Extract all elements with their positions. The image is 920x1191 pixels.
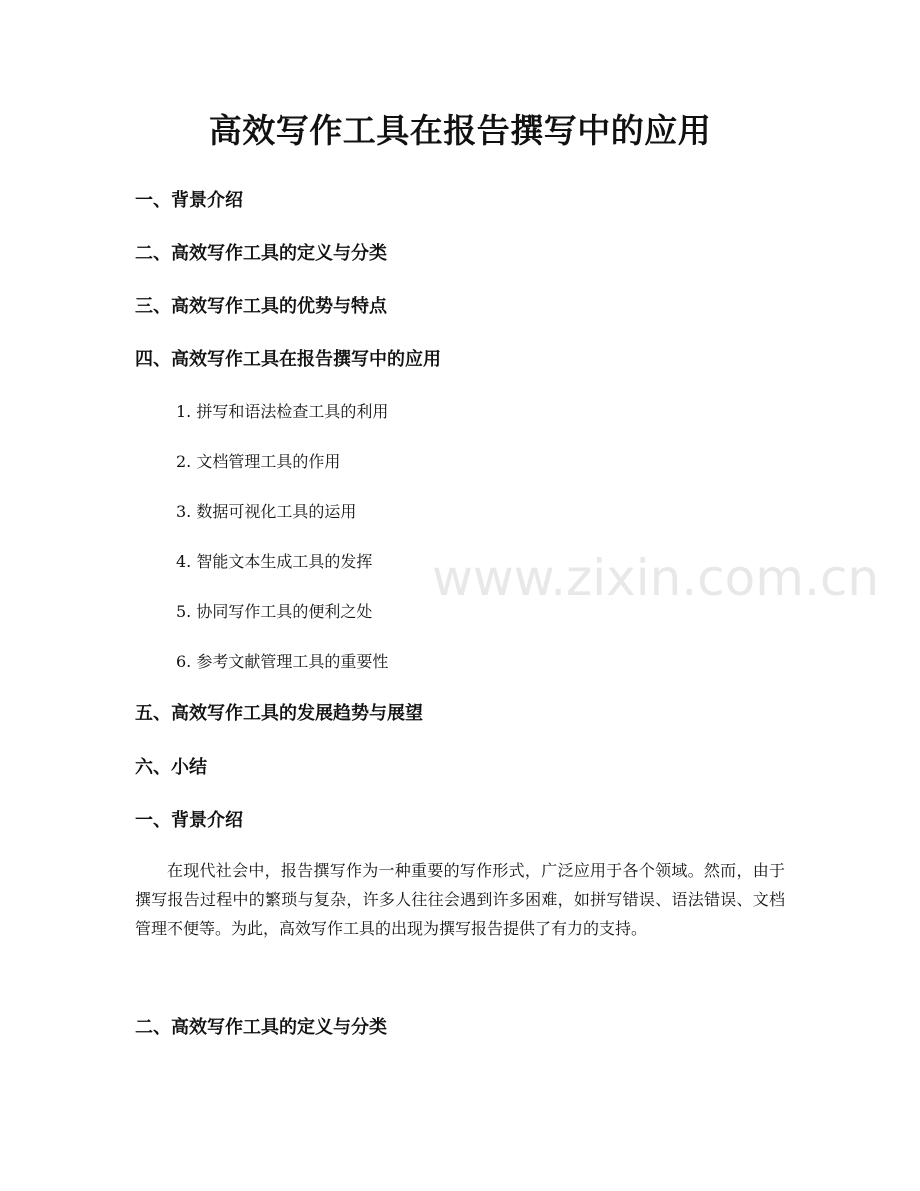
toc-subsection-2: 2. 文档管理工具的作用 xyxy=(176,452,341,471)
toc-section-1: 一、背景介绍 xyxy=(135,190,243,211)
toc-subsection-5: 5. 协同写作工具的便利之处 xyxy=(176,602,373,621)
body-section-1-paragraph: 在现代社会中，报告撰写作为一种重要的写作形式，广泛应用于各个领域。然而，由于撰写报告过程中的繁琐与复杂，许多人往往会遇到许多困难，如拼写错误、语法错误、文档管理不便等。为此，高效写作工具的出现为撰写报告提供了有力的支持。 xyxy=(135,861,785,938)
toc-subsection-3: 3. 数据可视化工具的运用 xyxy=(176,502,357,521)
toc-section-2: 二、高效写作工具的定义与分类 xyxy=(135,243,387,264)
body-section-1-heading: 一、背景介绍 xyxy=(135,810,243,831)
toc-subsection-6: 6. 参考文献管理工具的重要性 xyxy=(176,652,389,671)
toc-subsection-1: 1. 拼写和语法检查工具的利用 xyxy=(176,402,389,421)
toc-subsection-4: 4. 智能文本生成工具的发挥 xyxy=(176,552,373,571)
toc-section-3: 三、高效写作工具的优势与特点 xyxy=(135,296,387,317)
body-section-2-heading: 二、高效写作工具的定义与分类 xyxy=(135,1017,387,1038)
toc-section-4: 四、高效写作工具在报告撰写中的应用 xyxy=(135,349,441,370)
watermark-text: www.zixin.com.cn xyxy=(432,549,880,607)
document-title: 高效写作工具在报告撰写中的应用 xyxy=(208,111,712,150)
toc-section-6: 六、小结 xyxy=(135,757,207,778)
toc-section-5: 五、高效写作工具的发展趋势与展望 xyxy=(135,703,423,724)
